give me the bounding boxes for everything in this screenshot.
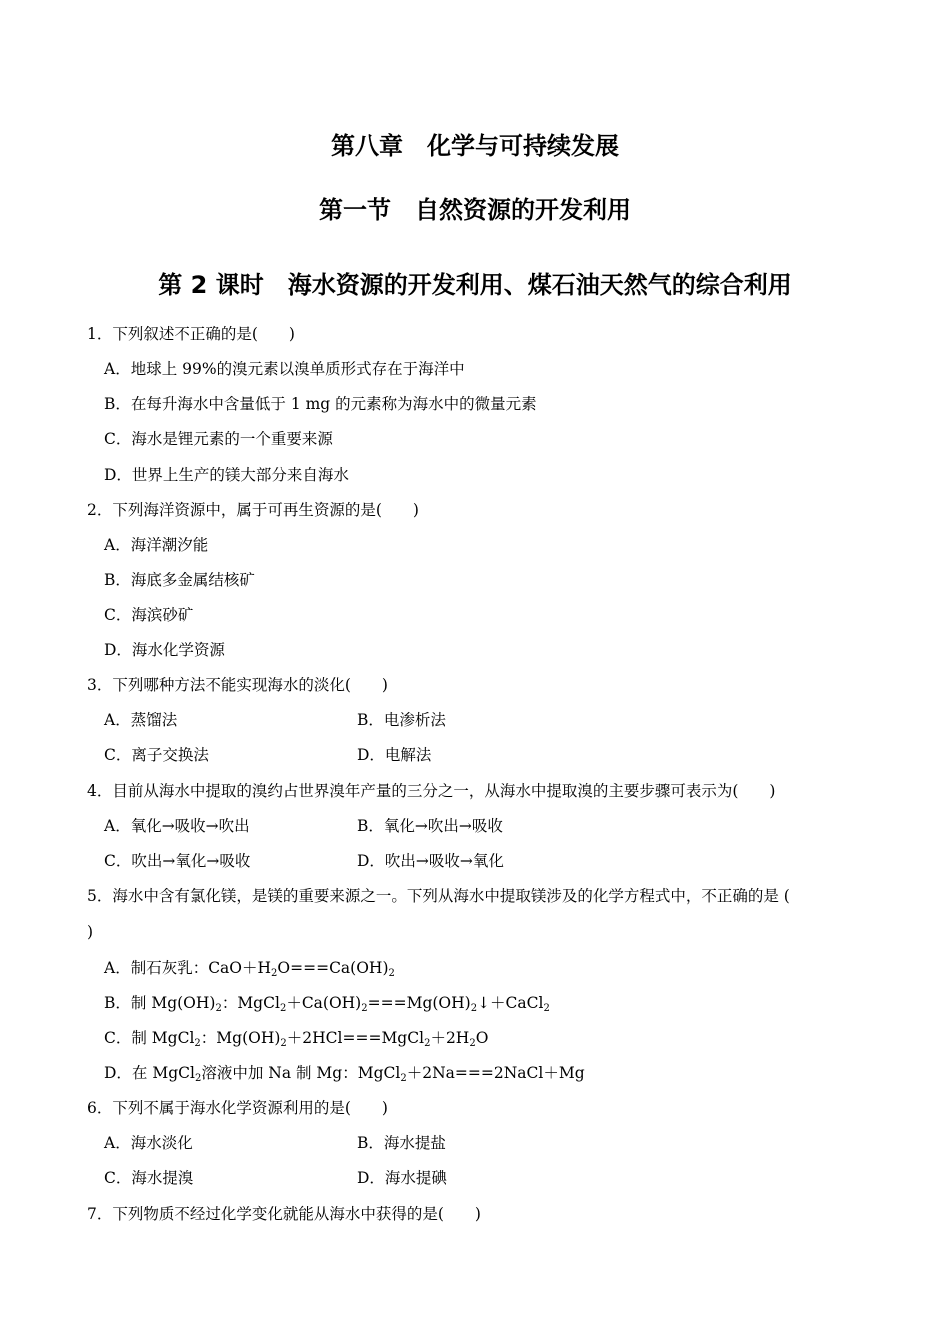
question-4-option-a: A．氧化→吸收→吹出 bbox=[104, 817, 250, 835]
question-6-option-c: C．海水提溴 bbox=[104, 1169, 194, 1187]
question-5-option-d: D．在 MgCl$_2$溶液中加 Na 制 Mg：MgCl$_2$＋2Na===2NaCl＋Mg bbox=[104, 1064, 585, 1084]
question-5-option-a: A．制石灰乳：$CaO+H_2O===Ca(OH)_2$ bbox=[104, 959, 395, 979]
question-5-stem-continued: ) bbox=[87, 923, 94, 941]
question-1-stem: 1．下列叙述不正确的是( ) bbox=[87, 325, 295, 343]
question-2-option-a: A．海洋潮汐能 bbox=[104, 536, 209, 554]
section-title: 第一节 自然资源的开发利用 bbox=[319, 196, 631, 224]
chapter-title: 第八章 化学与可持续发展 bbox=[331, 132, 619, 160]
question-7-stem: 7．下列物质不经过化学变化就能从海水中获得的是( ) bbox=[87, 1205, 481, 1223]
question-4-option-d: D．吹出→吸收→氧化 bbox=[357, 852, 504, 870]
question-2-option-b: B．海底多金属结核矿 bbox=[104, 571, 255, 589]
question-3-option-c: C．离子交换法 bbox=[104, 746, 209, 764]
question-6-stem: 6．下列不属于海水化学资源利用的是( ) bbox=[87, 1099, 388, 1117]
question-5-option-b: B．制 $Mg(OH)_2$：$MgCl_2+Ca(OH)_2===Mg(OH)_2↓+CaCl_2$ bbox=[104, 994, 550, 1014]
question-6-option-a: A．海水淡化 bbox=[104, 1134, 193, 1152]
question-5-stem: 5．海水中含有氯化镁，是镁的重要来源之一。下列从海水中提取镁涉及的化学方程式中，不正确的是 ( bbox=[87, 887, 790, 905]
question-4-stem: 4．目前从海水中提取的溴约占世界溴年产量的三分之一，从海水中提取溴的主要步骤可表示为( ) bbox=[87, 782, 776, 800]
question-1-option-c: C．海水是锂元素的一个重要来源 bbox=[104, 430, 333, 448]
question-6-option-d: D．海水提碘 bbox=[357, 1169, 447, 1187]
question-3-option-d: D．电解法 bbox=[357, 746, 432, 764]
question-2-stem: 2．下列海洋资源中，属于可再生资源的是( ) bbox=[87, 501, 419, 519]
question-1-option-a: A．地球上 99%的溴元素以溴单质形式存在于海洋中 bbox=[104, 360, 465, 378]
question-4-option-c: C．吹出→氧化→吸收 bbox=[104, 852, 251, 870]
question-6-option-b: B．海水提盐 bbox=[357, 1134, 446, 1152]
lesson-title: 第 2 课时 海水资源的开发利用、煤石油天然气的综合利用 bbox=[158, 271, 792, 299]
question-2-option-d: D．海水化学资源 bbox=[104, 641, 225, 659]
question-5-option-c: C．制 MgCl$_2$：$Mg(OH)_2+2HCl===MgCl_2+2H_2O$ bbox=[104, 1029, 489, 1049]
question-3-option-b: B．电渗析法 bbox=[357, 711, 446, 729]
question-3-option-a: A．蒸馏法 bbox=[104, 711, 178, 729]
question-4-option-b: B．氧化→吹出→吸收 bbox=[357, 817, 503, 835]
question-2-option-c: C．海滨砂矿 bbox=[104, 606, 194, 624]
question-3-stem: 3．下列哪种方法不能实现海水的淡化( ) bbox=[87, 676, 388, 694]
question-1-option-d: D．世界上生产的镁大部分来自海水 bbox=[104, 466, 349, 484]
question-1-option-b: B．在每升海水中含量低于 1 mg 的元素称为海水中的微量元素 bbox=[104, 395, 537, 413]
